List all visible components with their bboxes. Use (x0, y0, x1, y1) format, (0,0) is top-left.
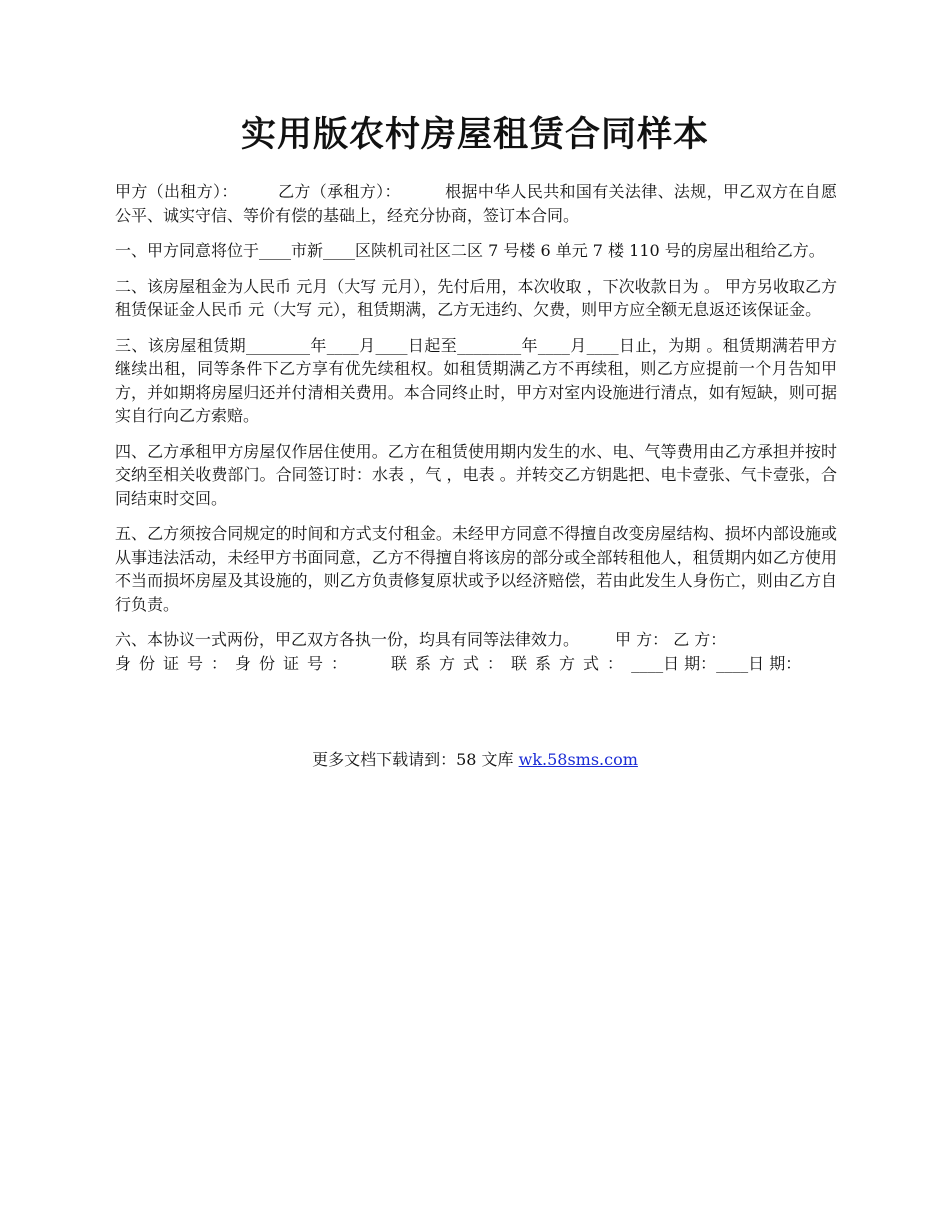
clause-6 (115, 628, 837, 675)
footer-link[interactable]: wk.58sms.com (518, 750, 638, 769)
party-b-contact-label: 联系方式： (511, 653, 632, 673)
party-a-date-label: ____日 期： (631, 653, 717, 673)
party-b-signature-label: 乙 方： (673, 630, 727, 649)
footer-text: 更多文档下载请到：58 文库 (312, 750, 519, 769)
clause-3: 三、该房屋租赁期________年____月____日起至________年____月____日止，为期 。租赁期满若甲方继续出租，同等条件下乙方享有优先续租权。如租赁期满乙方不再续租，则乙方应提前一个月告知甲方，并如期将房屋归还并付清相关费用。本合同终止时，甲方对室内设施进行清点，如有短缺，则可据实自行向乙方索赔。 (115, 335, 837, 425)
party-b-label: 乙方（承租方）： (277, 182, 401, 201)
intro-paragraph (115, 180, 837, 227)
footer (0, 748, 950, 772)
party-a-id-label: 身份证号： (115, 653, 236, 673)
clause-4: 四、乙方承租甲方房屋仅作居住使用。乙方在租赁使用期内发生的水、电、气等费用由乙方承担并按时交纳至相关收费部门。合同签订时：水表 ，气 ，电表 。并转交乙方钥匙把、电卡壹张、气卡壹张，合同结束时交回。 (115, 441, 837, 508)
party-a-contact-label: 联系方式： (391, 653, 512, 673)
party-a-label: 甲方（出租方）： (115, 182, 238, 201)
document-title: 实用版农村房屋租赁合同样本 (240, 114, 709, 155)
clause-2: 二、该房屋租金为人民币 元月（大写 元月），先付后用，本次收取 ，下次收款日为 。 甲方另收取乙方租赁保证金人民币 元（大写 元），租赁期满，乙方无违约、欠费，则甲方应全额无息返还该保证金。 (115, 276, 837, 319)
clause-1: 一、甲方同意将位于____市新____区陕机司社区二区 7 号楼 6 单元 7 楼 110 号的房屋出租给乙方。 (115, 241, 825, 260)
party-a-signature-label: 甲 方： (615, 630, 669, 649)
party-b-date-label: ____日 期： (716, 653, 802, 673)
document-body (115, 180, 837, 687)
party-b-id-label: 身份证号： (235, 653, 356, 673)
intro-text: 根据中华人民共和国有关法律、法规，甲乙双方在自愿公平、诚实守信、等价有偿的基础上，经充分协商，签订本合同。 (115, 182, 837, 225)
clause-6-text: 六、本协议一式两份，甲乙双方各执一份，均具有同等法律效力。 (115, 630, 580, 649)
clause-5: 五、乙方须按合同规定的时间和方式支付租金。未经甲方同意不得擅自改变房屋结构、损坏内部设施或从事违法活动，未经甲方书面同意，乙方不得擅自将该房的部分或全部转租他人，租赁期内如乙方使用不当而损坏房屋及其设施的，则乙方负责修复原状或予以经济赔偿，若由此发生人身伤亡，则由乙方自行负责。 (115, 524, 837, 614)
